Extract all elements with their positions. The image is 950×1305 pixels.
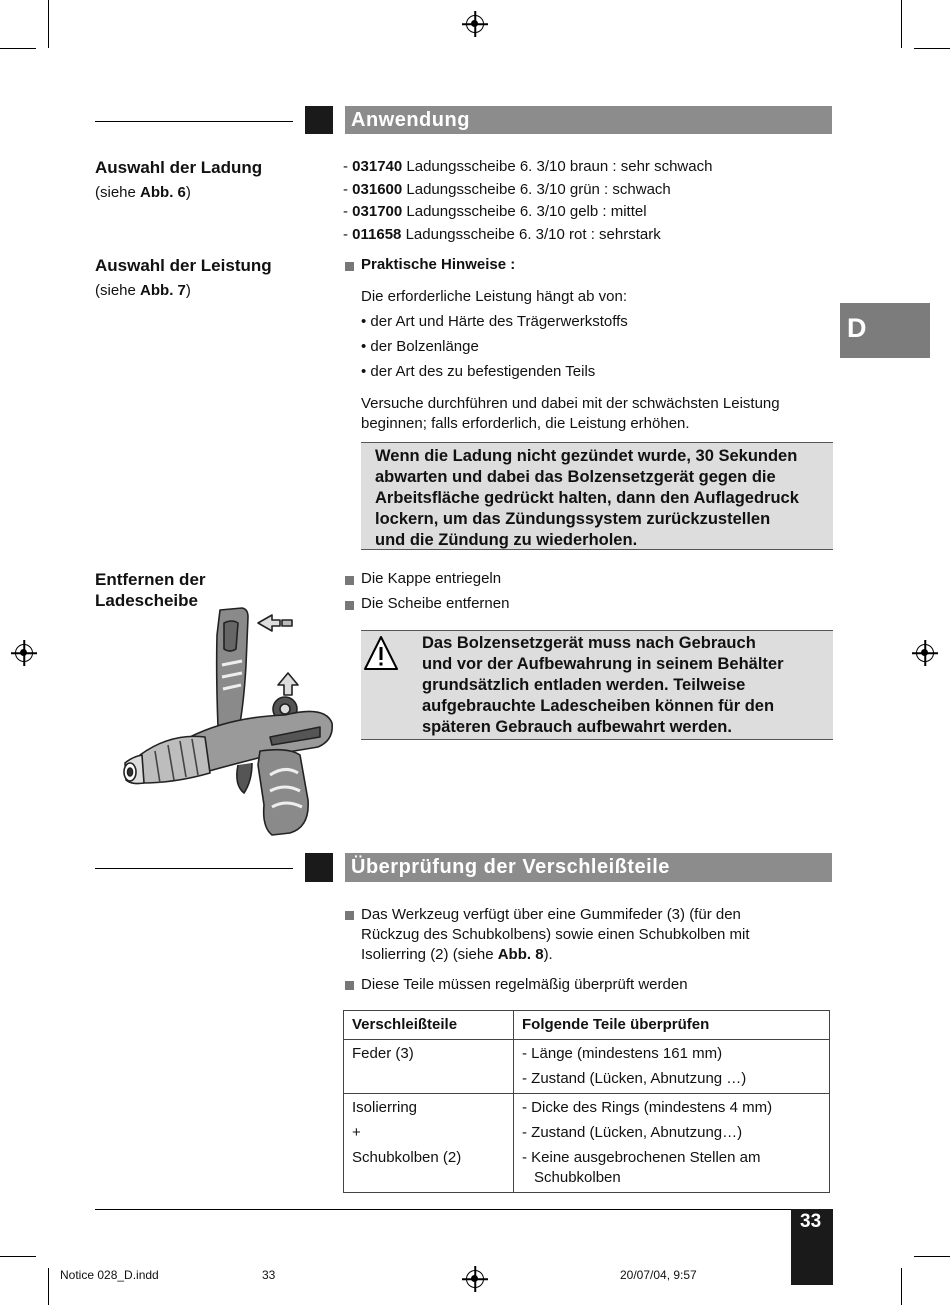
registration-mark-icon (466, 1270, 484, 1288)
table-header: Verschleißteile (344, 1011, 514, 1040)
crop-mark (48, 1268, 49, 1305)
table-row (344, 1094, 830, 1193)
table-cell-checks: - Länge (mindestens 161 mm) - Zustand (Lücken, Abnutzung …) (514, 1040, 830, 1094)
section-title-wear-parts: Überprüfung der Verschleißteile (345, 853, 832, 882)
misfire-note-box (361, 442, 833, 550)
table-row (344, 1040, 830, 1094)
table-cell-checks: - Dicke des Rings (mindestens 4 mm) - Zustand (Lücken, Abnutzung…) - Keine ausgebrochenen Stellen am Schubkolben (514, 1094, 830, 1193)
registration-mark-icon (466, 15, 484, 33)
table-header-row (344, 1011, 830, 1040)
section-rule (95, 121, 293, 122)
crop-mark (914, 48, 950, 49)
wear-parts-check-note: Diese Teile müssen regelmäßig überprüft werden (361, 976, 688, 993)
crop-mark (901, 1268, 902, 1305)
wear-parts-table (343, 1010, 830, 1193)
table-header: Folgende Teile überprüfen (514, 1011, 830, 1040)
bullet-square-icon (345, 981, 354, 990)
registration-mark-icon (916, 644, 934, 662)
heading-disc-removal: Entfernen der Ladescheibe (95, 570, 206, 610)
bullet-square-icon (345, 262, 354, 271)
bullet-square-icon (345, 576, 354, 585)
language-tab (840, 303, 930, 358)
section-title-anwendung: Anwendung (345, 106, 832, 134)
section-rule (95, 868, 293, 869)
charge-item: - 031700 Ladungsscheibe 6. 3/10 gelb : mittel (343, 203, 647, 220)
page-number: 33 (800, 1211, 822, 1232)
table-cell-part: Isolierring + Schubkolben (2) (344, 1094, 514, 1193)
page-number-box (791, 1209, 833, 1285)
unload-warning-text: Das Bolzensetzgerät muss nach Gebrauch und vor der Aufbewahrung in seinem Behälter grundsätzlich entladen werden. Teilweise aufgebrauchte Ladescheiben können für den späteren Gebrauch aufbewahrt werden. (422, 634, 784, 736)
section-marker (305, 853, 333, 882)
tool-illustration (120, 605, 340, 840)
footer-page: 33 (262, 1268, 276, 1282)
heading-power-selection: Auswahl der Leistung (95, 256, 272, 275)
crop-mark (901, 0, 902, 48)
charge-list (343, 157, 712, 247)
power-bullet: • der Bolzenlänge (361, 338, 479, 355)
bullet-square-icon (345, 601, 354, 610)
crop-mark (914, 1256, 950, 1257)
crop-mark (0, 48, 36, 49)
bullet-square-icon (345, 911, 354, 920)
charge-item: - 011658 Ladungsscheibe 6. 3/10 rot : sehrstark (343, 225, 661, 243)
unload-warning-box (361, 630, 833, 740)
footer-rule (95, 1209, 792, 1210)
crop-mark (0, 1256, 36, 1257)
power-advice: Versuche durchführen und dabei mit der schwächsten Leistung beginnen; falls erforderlich, die Leistung erhöhen. (361, 395, 780, 432)
practical-tips-title: Praktische Hinweise : (361, 256, 516, 273)
removal-step: Die Kappe entriegeln (361, 570, 502, 587)
reference-figure-6: (siehe Abb. 6) (95, 184, 191, 201)
misfire-note-text: Wenn die Ladung nicht gezündet wurde, 30 Sekunden abwarten und dabei das Bolzensetzgerät gegen die Arbeitsfläche gedrückt halten, dann den Auflagedruck lockern, um das Zündungssystem zurückzustellen und die Zündung zu wiederholen. (375, 447, 799, 549)
crop-mark (48, 0, 49, 48)
power-bullet: • der Art und Härte des Trägerwerkstoffs (361, 313, 628, 330)
reference-figure-7: (siehe Abb. 7) (95, 282, 191, 299)
section-marker (305, 106, 333, 134)
warning-triangle-icon (363, 634, 399, 672)
heading-charge-selection: Auswahl der Ladung (95, 158, 263, 177)
power-bullet: • der Art des zu befestigenden Teils (361, 363, 596, 380)
footer-date: 20/07/04, 9:57 (620, 1268, 697, 1282)
charge-item: - 031600 Ladungsscheibe 6. 3/10 grün : schwach (343, 180, 671, 198)
power-intro: Die erforderliche Leistung hängt ab von: (361, 288, 628, 305)
charge-item: - 031740 Ladungsscheibe 6. 3/10 braun : sehr schwach (343, 158, 713, 175)
registration-mark-icon (15, 644, 33, 662)
language-tab-letter: D (847, 313, 867, 343)
table-cell-part: Feder (3) (344, 1040, 514, 1094)
footer-filename: Notice 028_D.indd (60, 1268, 159, 1282)
wear-parts-intro: Das Werkzeug verfügt über eine Gummifeder (3) (für den Rückzug des Schubkolbens) sowie einen Schubkolben mit Isolierring (2) (siehe Abb. 8). (361, 906, 750, 963)
removal-step: Die Scheibe entfernen (361, 595, 510, 612)
